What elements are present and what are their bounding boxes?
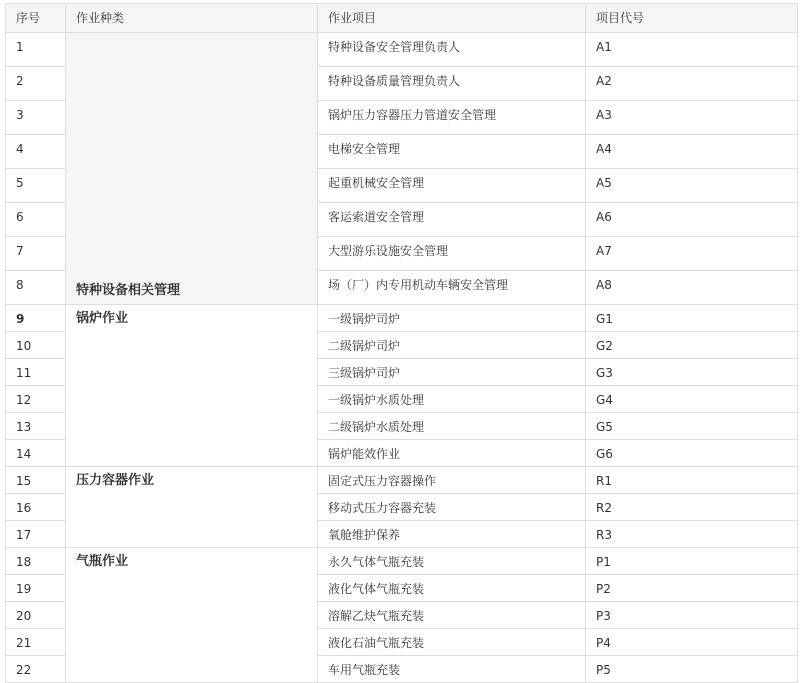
row-item-code: A4 (586, 135, 798, 169)
row-item-code: R2 (586, 494, 798, 521)
row-item-code: R3 (586, 521, 798, 548)
row-serial-number: 14 (6, 440, 66, 467)
row-serial-number: 16 (6, 494, 66, 521)
row-work-item: 二级锅炉水质处理 (318, 413, 586, 440)
row-work-item: 电梯安全管理 (318, 135, 586, 169)
row-serial-number: 18 (6, 548, 66, 575)
row-serial-number: 22 (6, 656, 66, 683)
category-cell: 气瓶作业 (66, 548, 318, 683)
row-item-code: P4 (586, 629, 798, 656)
row-work-item: 锅炉能效作业 (318, 440, 586, 467)
header-work-item: 作业项目 (318, 4, 586, 33)
row-serial-number: 17 (6, 521, 66, 548)
row-serial-number: 7 (6, 237, 66, 271)
row-work-item: 三级锅炉司炉 (318, 359, 586, 386)
row-item-code: G4 (586, 386, 798, 413)
row-serial-number: 2 (6, 67, 66, 101)
table-body (6, 33, 798, 683)
row-work-item: 二级锅炉司炉 (318, 332, 586, 359)
row-item-code: R1 (586, 467, 798, 494)
row-work-item: 移动式压力容器充装 (318, 494, 586, 521)
header-item-code: 项目代号 (586, 4, 798, 33)
work-category-table (5, 3, 798, 683)
row-item-code: P1 (586, 548, 798, 575)
row-work-item: 固定式压力容器操作 (318, 467, 586, 494)
row-work-item: 一级锅炉司炉 (318, 305, 586, 332)
row-serial-number: 21 (6, 629, 66, 656)
row-work-item: 客运索道安全管理 (318, 203, 586, 237)
row-item-code: A6 (586, 203, 798, 237)
row-work-item: 溶解乙炔气瓶充装 (318, 602, 586, 629)
table-row (6, 305, 798, 332)
table-row (6, 33, 798, 67)
row-item-code: A2 (586, 67, 798, 101)
row-item-code: G1 (586, 305, 798, 332)
table-row (6, 467, 798, 494)
row-work-item: 氧舱维护保养 (318, 521, 586, 548)
row-work-item: 特种设备质量管理负责人 (318, 67, 586, 101)
row-work-item: 起重机械安全管理 (318, 169, 586, 203)
row-work-item: 大型游乐设施安全管理 (318, 237, 586, 271)
row-work-item: 一级锅炉水质处理 (318, 386, 586, 413)
row-serial-number: 19 (6, 575, 66, 602)
category-cell: 锅炉作业 (66, 305, 318, 467)
row-serial-number: 1 (6, 33, 66, 67)
row-item-code: A1 (586, 33, 798, 67)
table-header-row (6, 4, 798, 33)
header-serial-number: 序号 (6, 4, 66, 33)
row-item-code: G3 (586, 359, 798, 386)
row-serial-number: 8 (6, 271, 66, 305)
row-item-code: P5 (586, 656, 798, 683)
category-cell: 特种设备相关管理 (66, 33, 318, 305)
header-work-category: 作业种类 (66, 4, 318, 33)
row-serial-number: 20 (6, 602, 66, 629)
row-serial-number: 4 (6, 135, 66, 169)
row-serial-number: 9 (6, 305, 66, 332)
category-cell: 压力容器作业 (66, 467, 318, 548)
row-item-code: G5 (586, 413, 798, 440)
row-work-item: 场（厂）内专用机动车辆安全管理 (318, 271, 586, 305)
row-item-code: P2 (586, 575, 798, 602)
row-serial-number: 13 (6, 413, 66, 440)
row-serial-number: 12 (6, 386, 66, 413)
row-item-code: G6 (586, 440, 798, 467)
row-work-item: 液化气体气瓶充装 (318, 575, 586, 602)
row-work-item: 液化石油气瓶充装 (318, 629, 586, 656)
row-serial-number: 15 (6, 467, 66, 494)
row-item-code: P3 (586, 602, 798, 629)
row-item-code: A8 (586, 271, 798, 305)
row-work-item: 车用气瓶充装 (318, 656, 586, 683)
row-item-code: A3 (586, 101, 798, 135)
table-row (6, 548, 798, 575)
row-serial-number: 10 (6, 332, 66, 359)
row-work-item: 永久气体气瓶充装 (318, 548, 586, 575)
row-serial-number: 3 (6, 101, 66, 135)
row-item-code: A7 (586, 237, 798, 271)
row-serial-number: 5 (6, 169, 66, 203)
row-work-item: 锅炉压力容器压力管道安全管理 (318, 101, 586, 135)
row-serial-number: 6 (6, 203, 66, 237)
row-item-code: A5 (586, 169, 798, 203)
row-item-code: G2 (586, 332, 798, 359)
row-work-item: 特种设备安全管理负责人 (318, 33, 586, 67)
row-serial-number: 11 (6, 359, 66, 386)
